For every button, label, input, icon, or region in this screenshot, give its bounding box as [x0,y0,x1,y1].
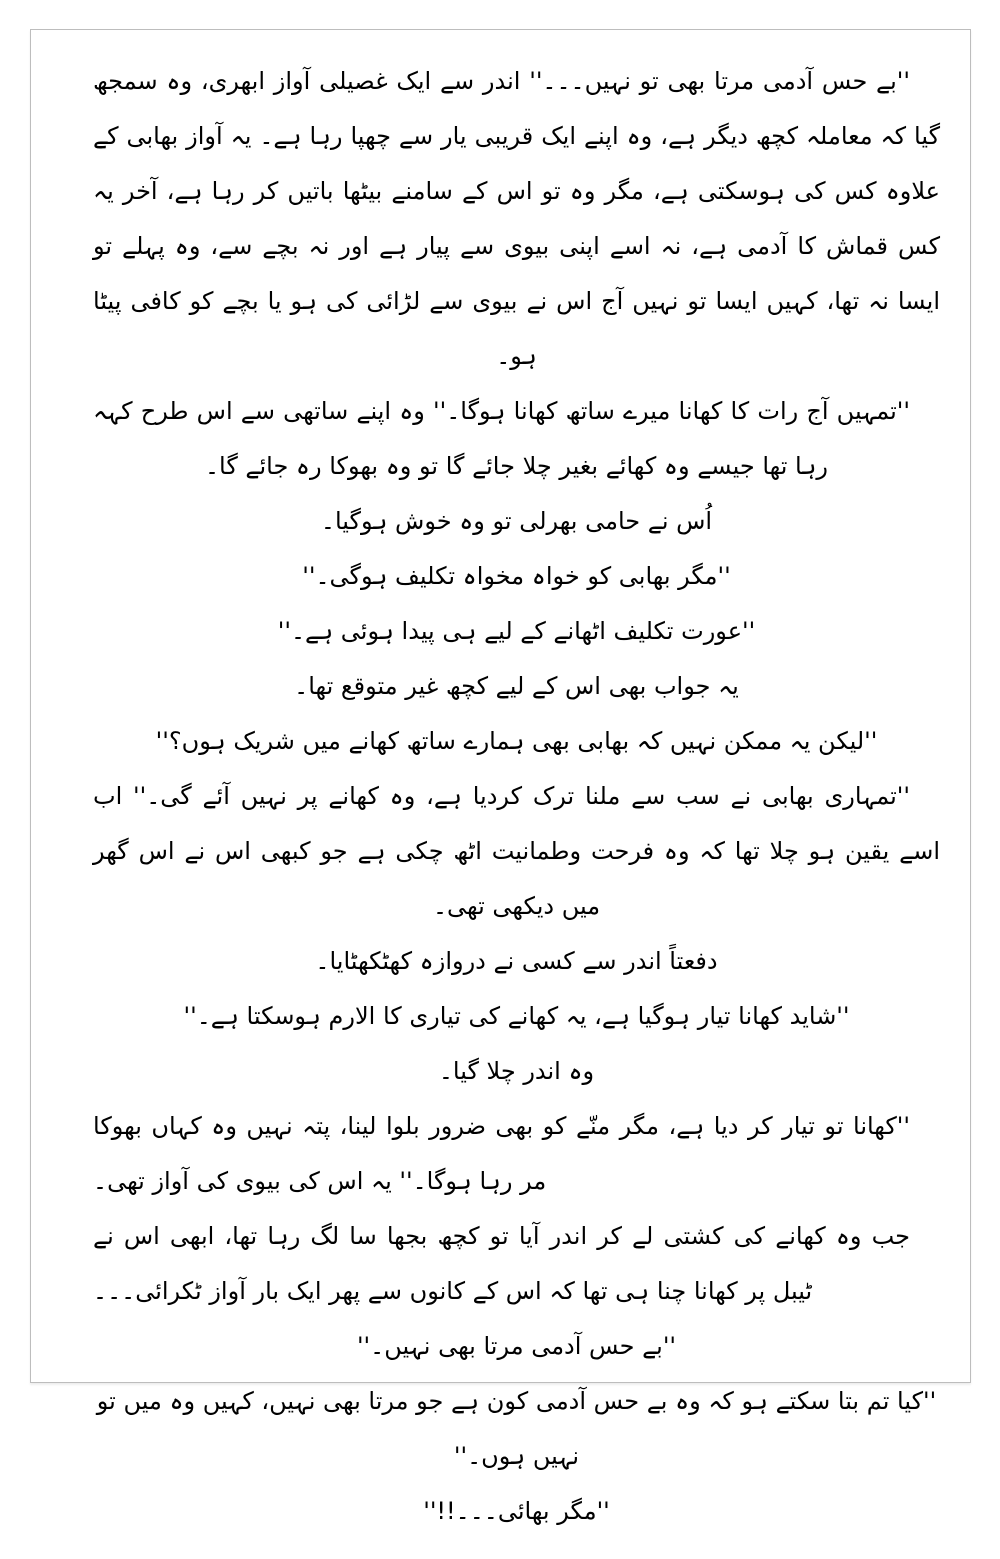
paragraph: ''تمہاری بھابی نے سب سے ملنا ترک کردیا ہے، وہ کھانے پر نہیں آئے گی۔'' اب اسے یقین ہو چلا تھا کہ وہ فرحت وطمانیت اٹھ چکی ہے جو کبھی اس نے اس گھر میں دیکھی تھی۔ [93,782,940,920]
paragraph: ''مگر بھابی کو خواہ مخواہ تکلیف ہوگی۔'' [302,562,731,590]
paragraph: ''شاید کھانا تیار ہوگیا ہے، یہ کھانے کی تیاری کا الارم ہوسکتا ہے۔'' [183,1002,850,1030]
paragraph: جب وہ کھانے کی کشتی لے کر اندر آیا تو کچھ بجھا سا لگ رہا تھا، ابھی اس نے ٹیبل پر کھانا چنا ہی تھا کہ اس کے کانوں سے پھر ایک بار آواز ٹکرائی۔۔۔ [93,1222,910,1305]
document-page [30,29,971,1525]
paragraph: وہ اندر چلا گیا۔ [438,1057,595,1085]
paragraph: اُس نے حامی بھرلی تو وہ خوش ہوگیا۔ [320,507,713,535]
paragraph: ''بے حس آدمی مرتا بھی نہیں۔'' [356,1332,677,1360]
paragraph: یہ جواب بھی اس کے لیے کچھ غیر متوقع تھا۔ [294,672,739,700]
paragraph: ''لیکن یہ ممکن نہیں کہ بھابی بھی ہمارے ساتھ کھانے میں شریک ہوں؟'' [155,727,878,755]
paragraph: دفعتاً اندر سے کسی نے دروازہ کھٹکھٹایا۔ [315,947,718,975]
paragraph: ''مگر بھائی۔۔۔!!'' [423,1497,610,1525]
paragraph: ''کیا تم بتا سکتے ہو کہ وہ بے حس آدمی کون ہے جو مرتا بھی نہیں، کہیں وہ میں تو نہیں ہوں۔'' [96,1387,937,1470]
story-text-block [31,30,970,1559]
paragraph: ''عورت تکلیف اٹھانے کے لیے ہی پیدا ہوئی ہے۔'' [277,617,756,645]
paragraph: ''بے حس آدمی مرتا بھی تو نہیں۔۔۔'' اندر سے ایک غصیلی آواز ابھری، وہ سمجھ گیا کہ معاملہ کچھ دیگر ہے، وہ اپنے ایک قریبی یار سے چھپا رہا ہے۔ یہ آواز بھابی کے علاوہ کس کی ہوسکتی ہے، مگر وہ تو اس کے سامنے بیٹھا باتیں کر رہا ہے، آخر یہ کس قماش کا آدمی ہے، نہ اسے اپنی بیوی سے پیار ہے اور نہ بچے سے، وہ پہلے تو ایسا نہ تھا، کہیں ایسا تو نہیں آج اس نے بیوی سے لڑائی کی ہو یا بچے کو کافی پیٹا ہو۔ [93,67,940,370]
paragraph: ''کھانا تو تیار کر دیا ہے، مگر منّے کو بھی ضرور بلوا لینا، پتہ نہیں وہ کہاں بھوکا مر رہا ہوگا۔'' یہ اس کی بیوی کی آواز تھی۔ [93,1112,910,1195]
paragraph: ''تمہیں آج رات کا کھانا میرے ساتھ کھانا ہوگا۔'' وہ اپنے ساتھی سے اس طرح کہہ رہا تھا جیسے وہ کھائے بغیر چلا جائے گا تو وہ بھوکا رہ جائے گا۔ [93,397,910,480]
